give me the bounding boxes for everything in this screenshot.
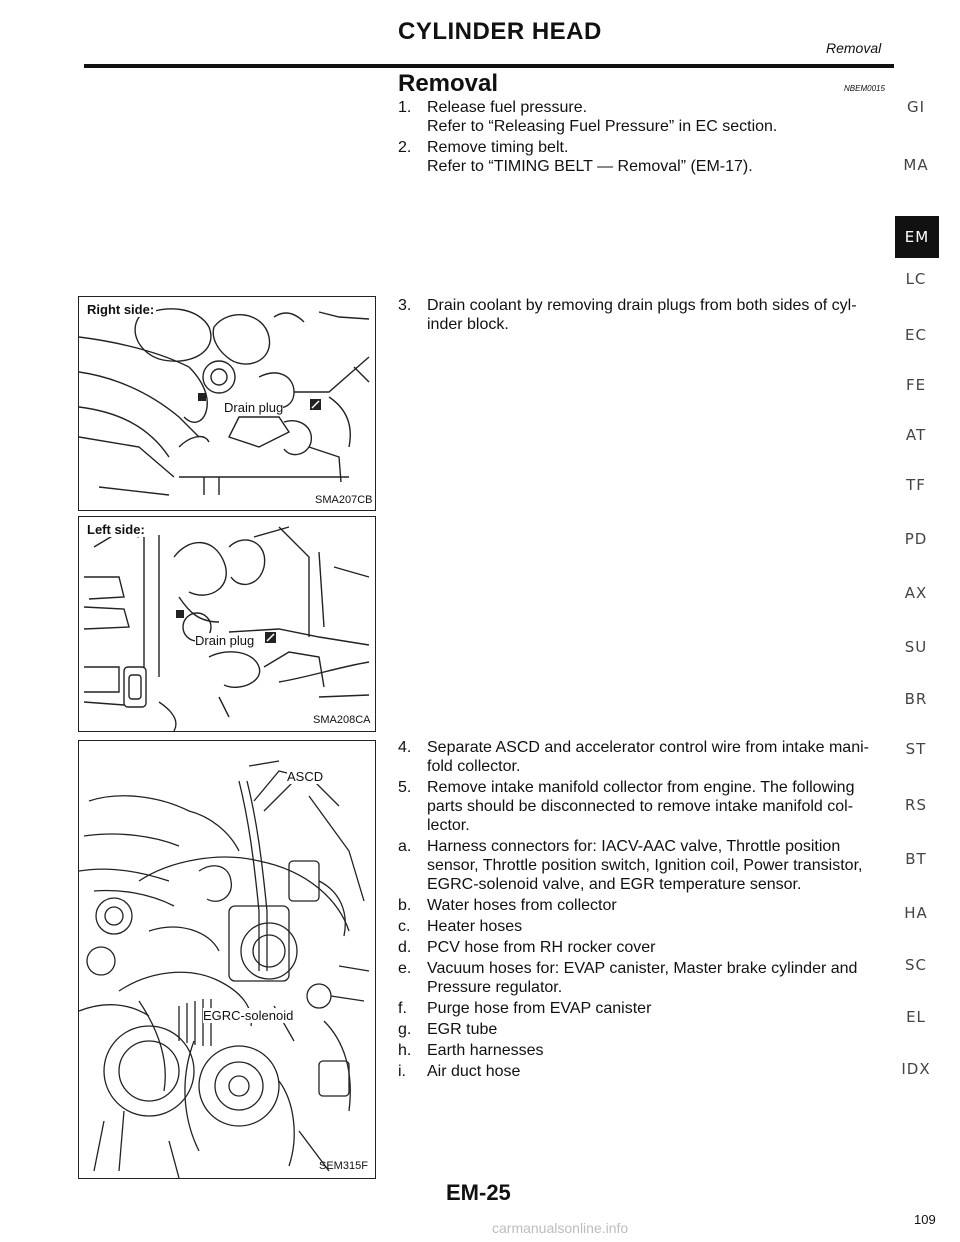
step-text [427,98,867,136]
step-text-line: Drain coolant by removing drain plugs from both sides of cyl- [427,297,857,314]
step-text-line: PCV hose from RH rocker cover [427,939,656,956]
figure-intake-manifold-collector [78,740,376,1179]
step-text-line: Remove timing belt. [427,139,569,156]
step-number: b. [398,897,412,914]
section-tab-st[interactable]: ST [905,740,927,758]
step-text [427,1020,867,1039]
section-code: NBEM0015 [844,84,885,93]
step-text-line: Heater hoses [427,918,523,935]
step-text [427,938,867,957]
step-text [427,896,867,915]
figure-left-side-drain-plug [78,516,376,732]
section-title: Removal [398,70,499,97]
step-text-line: Remove intake manifold collector from engine. The following [427,779,855,796]
watermark: carmanualsonline.info [492,1220,629,1236]
step-text-line: Water hoses from collector [427,897,617,914]
section-tab-idx[interactable]: IDX [901,1060,931,1078]
step-text [427,1041,867,1060]
step-text-line: Refer to “Releasing Fuel Pressure” in EC section. [427,118,778,135]
section-tab-bt[interactable]: BT [905,850,927,868]
step-number: g. [398,1021,412,1038]
step-text [427,138,867,176]
callout-egrc-solenoid: EGRC-solenoid [203,1008,294,1023]
step-text-line: Separate ASCD and accelerator control wire from intake mani- [427,739,869,756]
step-text [427,778,867,835]
step-text [427,959,867,997]
section-tab-lc[interactable]: LC [905,270,927,288]
step-text [427,1062,867,1081]
step-text [427,837,867,894]
step-text [427,917,867,936]
section-tab-fe[interactable]: FE [905,376,927,394]
figure-label-right-side: Right side: [87,302,155,317]
figure-code-sma207cb: SMA207CB [315,494,373,506]
step-text-line: Earth harnesses [427,1042,544,1059]
figure-code-sma208ca: SMA208CA [313,714,371,726]
section-tab-tf[interactable]: TF [906,476,926,494]
step-text-line: EGRC-solenoid valve, and EGR temperature sensor. [427,876,802,893]
step-number: c. [398,918,411,935]
step-number: d. [398,939,412,956]
step-number: 4. [398,739,412,756]
section-tab-su[interactable]: SU [904,638,928,656]
step-number: 1. [398,99,412,116]
engine-left-side-illustration [79,517,375,731]
section-tab-br[interactable]: BR [904,690,928,708]
step-number: 5. [398,779,412,796]
section-tab-gi[interactable]: GI [906,98,926,116]
figure-code-sem315f: SEM315F [319,1160,368,1172]
step-text-line: Harness connectors for: IACV-AAC valve, Throttle position [427,838,841,855]
step-text-line: sensor, Throttle position switch, Ignition coil, Power transistor, [427,857,863,874]
step-text [427,999,867,1018]
section-tab-rs[interactable]: RS [905,796,927,814]
header-rule [84,64,894,68]
step-number: a. [398,838,412,855]
section-tab-pd[interactable]: PD [904,530,928,548]
step-text-line: EGR tube [427,1021,498,1038]
step-text-line: fold collector. [427,758,521,775]
step-text [427,738,867,776]
step-text-line: Release fuel pressure. [427,99,588,116]
step-text-line: Refer to “TIMING BELT — Removal” (EM-17). [427,158,753,175]
callout-ascd: ASCD [287,769,324,784]
figure-right-side-drain-plug [78,296,376,511]
step-text-line: lector. [427,817,470,834]
step-text-line: Vacuum hoses for: EVAP canister, Master brake cylinder and [427,960,858,977]
section-tab-em[interactable]: EM [895,216,939,258]
callout-drain-plug-right: Drain plug [224,400,284,415]
section-tab-sc[interactable]: SC [905,956,927,974]
section-tab-ec[interactable]: EC [905,326,927,344]
sheet-number: 109 [914,1212,936,1227]
section-tab-ax[interactable]: AX [904,584,928,602]
step-text-line: parts should be disconnected to remove intake manifold col- [427,798,854,815]
step-text [427,296,867,334]
step-number: f. [398,1000,407,1017]
step-number: 3. [398,297,412,314]
step-text-line: Air duct hose [427,1063,521,1080]
figure-label-left-side: Left side: [87,522,145,537]
step-number: h. [398,1042,412,1059]
step-number: e. [398,960,412,977]
page-code: EM-25 [446,1180,511,1205]
section-tab-el[interactable]: EL [906,1008,926,1026]
section-tab-ha[interactable]: HA [904,904,928,922]
step-text-line: inder block. [427,316,509,333]
step-text-line: Pressure regulator. [427,979,563,996]
step-text-line: Purge hose from EVAP canister [427,1000,652,1017]
step-number: 2. [398,139,412,156]
intake-manifold-illustration [79,741,375,1178]
section-tab-at[interactable]: AT [905,426,927,444]
section-tab-ma[interactable]: MA [903,156,929,174]
callout-drain-plug-left: Drain plug [195,633,255,648]
step-number: i. [398,1063,406,1080]
running-head: Removal [826,40,882,56]
page-title: CYLINDER HEAD [398,18,602,45]
